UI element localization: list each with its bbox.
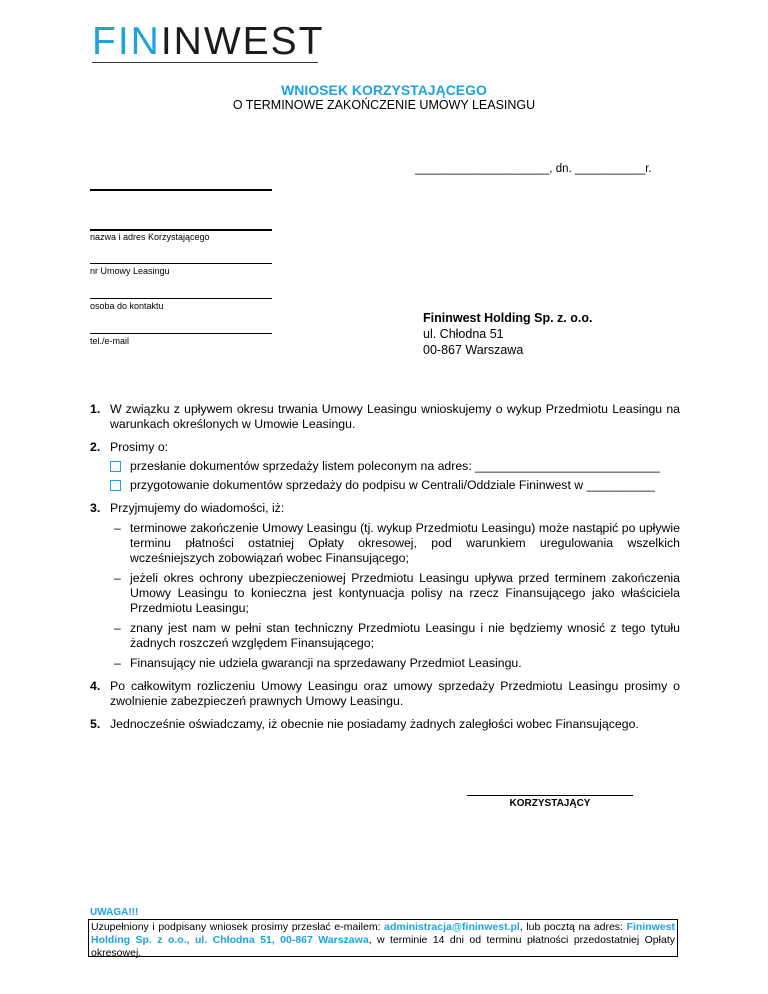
request-items (90, 402, 680, 740)
dash-text: terminowe zakończenie Umowy Leasingu (tj. wykup Przedmiotu Leasingu) może nastąpić po upływie terminu płatności ostatniej Opłaty okresowej, pod warunkiem uregulowania wszelkich wcześniejszych zobowiązań wobec Finansującego; (130, 521, 680, 565)
company-logo (92, 22, 325, 61)
note-text-2: , lub pocztą na adres: (519, 921, 627, 933)
dash-text: jeżeli okres ochrony ubezpieczeniowej Przedmiotu Leasingu upływa przed terminem zakończenia Umowy Leasingu to konieczna jest kontynuacja polisy na rzecz Finansującego jako właściciela Przedmiotu Leasingu; (130, 571, 680, 615)
note-address: Fininwest Holding Sp. z o.o., ul. Chłodna 51, 00-867 Warszawa (91, 921, 675, 946)
applicant-name-line-1[interactable] (90, 189, 272, 191)
signature-line[interactable] (467, 795, 633, 796)
note-title: UWAGA!!! (90, 907, 139, 918)
option-office-checkbox-row[interactable] (110, 478, 680, 493)
dash-bullet: – (114, 571, 121, 585)
note-box (88, 919, 678, 957)
phone-email-caption: tel./e-mail (90, 336, 130, 346)
recipient-city: 00-867 Warszawa (423, 343, 524, 357)
item-text: Przyjmujemy do wiadomości, iż: (110, 501, 285, 515)
applicant-name-caption: nazwa i adres Korzystającego (90, 232, 210, 242)
note-text-1: Uzupełniony i podpisany wniosek prosimy przesłać e-mailem: (91, 921, 385, 933)
list-item (90, 402, 680, 432)
item-number: 3. (90, 501, 101, 515)
logo-inwest: INWEST (160, 20, 325, 63)
dash-item (110, 656, 680, 671)
dash-item (110, 571, 680, 616)
item-text: Jednocześnie oświadczamy, iż obecnie nie posiadamy żadnych zaległości wobec Finansującego. (110, 717, 639, 731)
contract-number-caption: nr Umowy Leasingu (90, 266, 170, 276)
contact-person-line[interactable] (90, 298, 272, 299)
item-number: 5. (90, 717, 101, 731)
phone-email-line[interactable] (90, 333, 272, 334)
logo-fin: FIN (92, 20, 161, 63)
item-number: 2. (90, 440, 101, 454)
dash-bullet: – (114, 521, 121, 535)
option-mail-checkbox-row[interactable] (110, 459, 680, 474)
note-email-link[interactable]: administracja@fininwest.pl (384, 921, 520, 933)
list-item (90, 679, 680, 709)
option-office-label: przygotowanie dokumentów sprzedaży do podpisu w Centrali/Oddziale Fininwest w __________ (130, 478, 655, 492)
dash-text: znany jest nam w pełni stan techniczny Przedmiotu Leasingu i nie będziemy wnosić z tego tytułu żadnych roszczeń względem Finansującego; (130, 621, 680, 650)
dash-bullet: – (114, 621, 121, 635)
document-subtitle: O TERMINOWE ZAKOŃCZENIE UMOWY LEASINGU (232, 98, 536, 112)
dash-item (110, 621, 680, 651)
checkbox-icon[interactable] (110, 480, 121, 491)
document-title: WNIOSEK KORZYSTAJĄCEGO (281, 82, 487, 98)
item-number: 1. (90, 402, 101, 416)
recipient-address (423, 310, 592, 358)
option-mail-label: przesłanie dokumentów sprzedaży listem poleconym na adres: ___________________________ (130, 459, 660, 473)
contact-person-caption: osoba do kontaktu (90, 301, 164, 311)
list-item (90, 717, 680, 732)
checkbox-icon[interactable] (110, 461, 121, 472)
logo-underline (92, 62, 318, 63)
recipient-company: Fininwest Holding Sp. z. o.o. (423, 311, 593, 325)
recipient-street: ul. Chłodna 51 (423, 327, 504, 341)
item-text: W związku z upływem okresu trwania Umowy Leasingu wnioskujemy o wykup Przedmiotu Leasingu na warunkach określonych w Umowie Leasingu. (110, 402, 680, 431)
item-text: Po całkowitym rozliczeniu Umowy Leasingu oraz umowy sprzedaży Przedmiotu Leasingu prosimy o zwolnienie zabezpieczeń prawnych Umowy Leasingu. (110, 679, 680, 708)
dash-bullet: – (114, 656, 121, 670)
dash-text: Finansujący nie udziela gwarancji na sprzedawany Przedmiot Leasingu. (130, 656, 522, 670)
dash-item (110, 521, 680, 566)
list-item (90, 440, 680, 493)
place-date-field[interactable]: _____________________, dn. ___________r. (415, 163, 652, 175)
applicant-name-line-2[interactable] (90, 229, 272, 231)
item-number: 4. (90, 679, 101, 693)
item-text: Prosimy o: (110, 440, 169, 454)
signature-label: KORZYSTAJĄCY (509, 798, 591, 809)
list-item (90, 501, 680, 671)
contract-number-line[interactable] (90, 263, 272, 264)
note-text-3: , w terminie 14 dni od terminu płatności przedostatniej Opłaty okresowej. (91, 934, 675, 959)
